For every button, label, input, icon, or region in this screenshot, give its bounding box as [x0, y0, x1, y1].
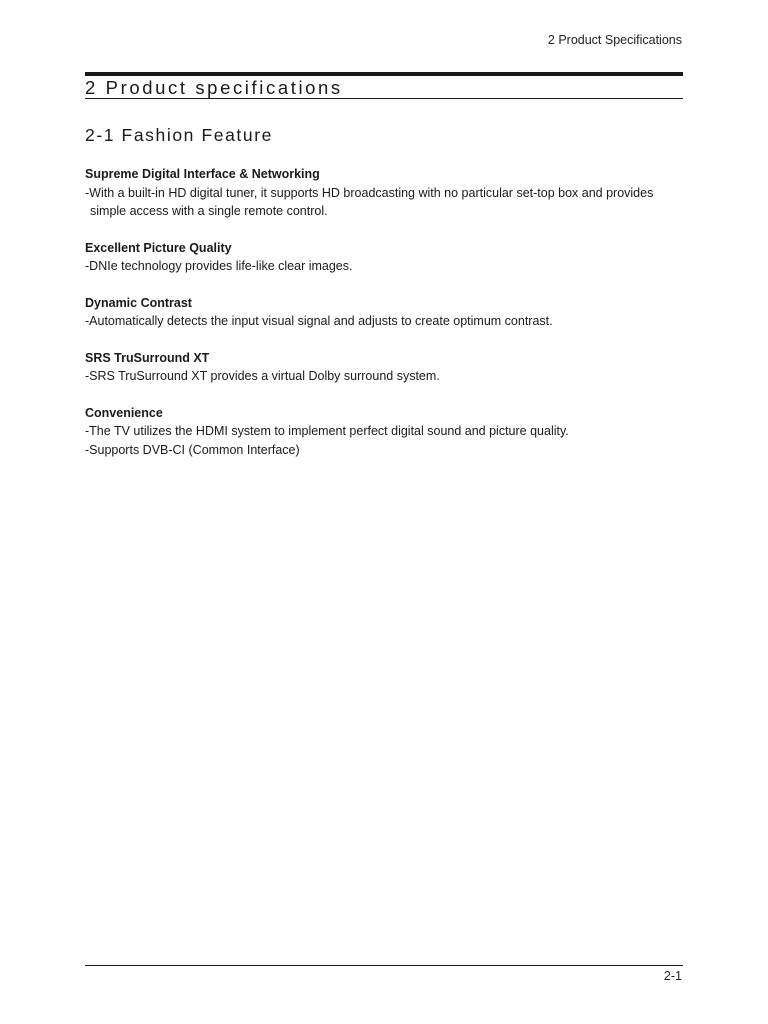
page-number: 2-1 — [663, 969, 682, 983]
feature-heading: Excellent Picture Quality — [85, 240, 232, 255]
feature-description: -DNIe technology provides life-like clear images. — [85, 259, 353, 273]
feature-description: -SRS TruSurround XT provides a virtual Dolby surround system. — [85, 369, 440, 383]
chapter-rule-top — [85, 72, 683, 76]
feature-description: -Supports DVB-CI (Common Interface) — [85, 442, 300, 457]
feature-heading: SRS TruSurround XT — [85, 350, 210, 365]
running-header: 2 Product Specifications — [547, 33, 682, 47]
feature-item — [85, 349, 685, 386]
feature-heading: Dynamic Contrast — [85, 295, 192, 310]
chapter-title: 2 Product specifications — [85, 77, 343, 98]
feature-heading: Convenience — [85, 405, 163, 420]
feature-description: simple access with a single remote control. — [90, 204, 328, 218]
section-title: 2-1 Fashion Feature — [85, 125, 273, 145]
feature-item — [85, 239, 685, 276]
feature-description: -Automatically detects the input visual signal and adjusts to create optimum contrast. — [85, 314, 553, 328]
feature-description: -With a built-in HD digital tuner, it supports HD broadcasting with no particular set-top box and provides — [85, 185, 654, 200]
feature-item — [85, 294, 685, 331]
feature-list — [85, 165, 685, 477]
feature-heading: Supreme Digital Interface & Networking — [85, 167, 320, 181]
feature-description: -The TV utilizes the HDMI system to implement perfect digital sound and picture quality. — [85, 424, 569, 438]
feature-item — [85, 165, 685, 221]
footer-rule — [85, 965, 683, 966]
chapter-rule-bottom — [85, 98, 683, 99]
feature-item — [85, 404, 685, 460]
